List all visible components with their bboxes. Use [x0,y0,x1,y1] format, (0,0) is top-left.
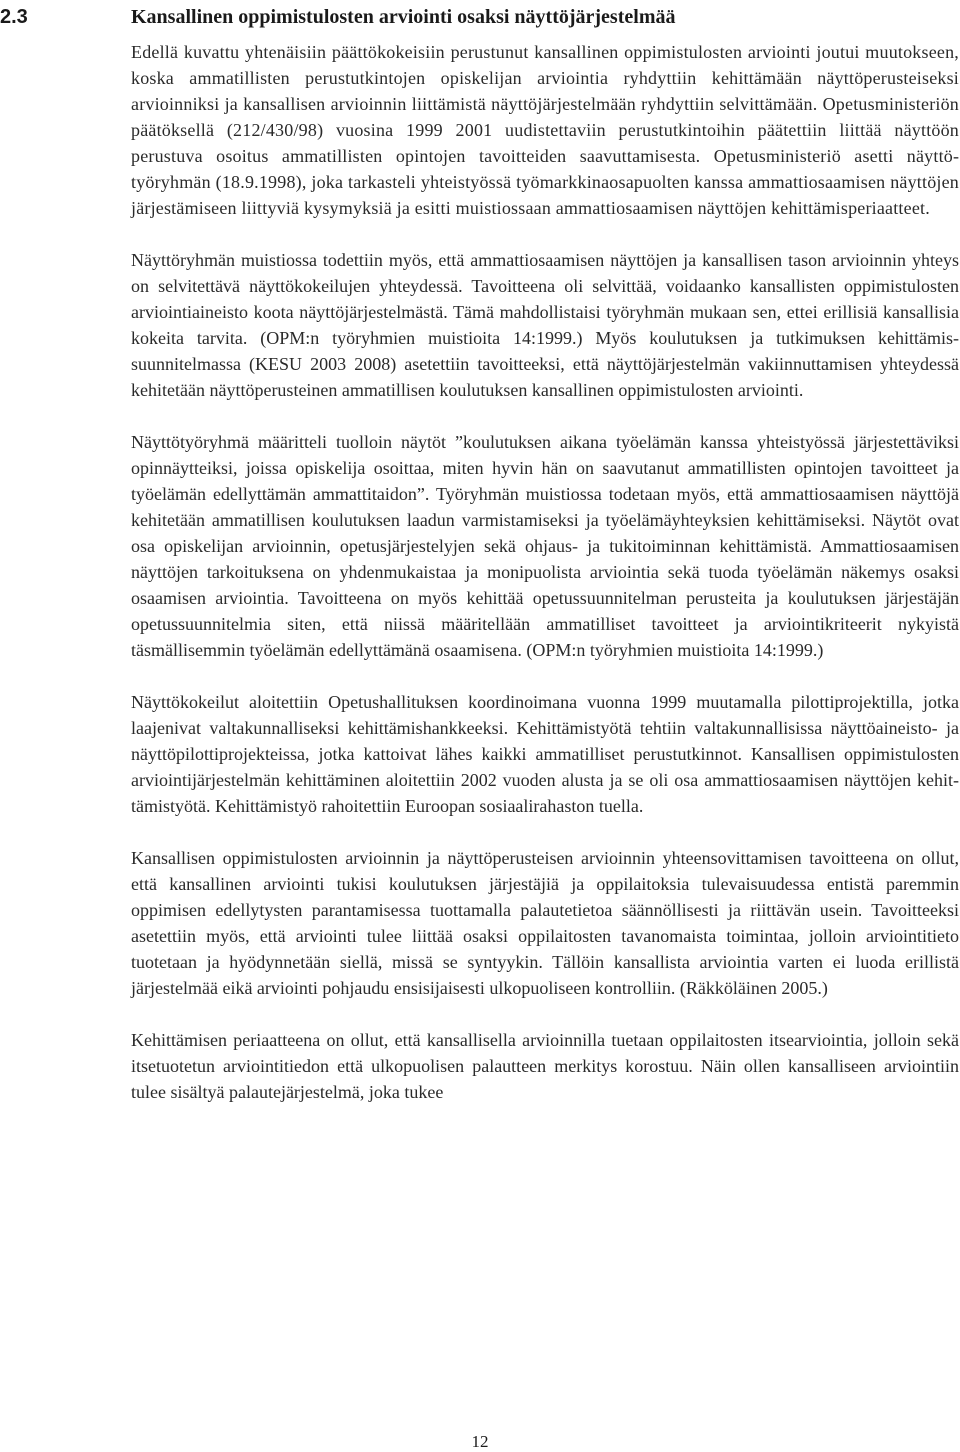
section-number: 2.3 [0,6,28,28]
page-number: 12 [471,1432,489,1451]
paragraph: Kehittämisen periaatteena on ollut, että kansallisella arvioinnilla tuetaan oppilaitosten itsearviointia, jolloin sekä itsetuotetun arviointitiedon että ulkopuolisen palautteen merkitys korostuu. Näin ollen kansalliseen arviointiin tulee sisältyä palautejärjestelmä, joka tukee [131,1030,959,1102]
paragraph: Näyttötyöryhmä määritteli tuolloin näytöt ”koulutuksen aikana työelämän kanssa yhteistyössä järjestettäviksi opinnäytteiksi, joissa opiskelija osoittaa, miten hyvin hän on saavutanut ammatillisten opintojen tavoitteet ja työelämän edellyttämän ammattitaidon”. Työryhmän muistiossa todetaan myös, että ammattiosaamisen näyttöjä kehitetään ammatillisen koulutuksen laadun varmistamiseksi ja työelämäyhteyksien kehittämiseksi. Näytöt ovat osa opiskelijan arvioinnin, opetusjärjestelyjen sekä ohjaus- ja tukitoiminnan kehittämistä. Ammattiosaamisen näyttöjen tarkoituksena on yhdenmukaistaa ja monipuolista arviointia sekä tuoda työelämän näkemys osaksi osaamisen arviointia. Tavoitteena on myös kehittää opetussuunnitelman perusteita ja koulutuksen järjestäjän opetussuunnitelmia siten, että niissä määritellään ammatilliset tavoitteet ja arviointikriteerit nykyistä täsmällisemmin työelämän edellyttämänä osaamisena. (OPM:n työryhmien muistioita 14:1999.) [131,432,959,660]
paragraph: Näyttökokeilut aloitettiin Opetushallituksen koordinoimana vuonna 1999 muutamalla pilottiprojektilla, jotka laajenivat valtakunnalliseksi kehittämishankkeeksi. Kehittämistyötä tehtiin valtakunnallisissa näyttöaineisto- ja näyttöpilottiprojekteissa, jotka kattoivat lähes kaikki ammatilliset perustutkinnot. Kansallisen oppimistulosten arviointijärjestelmän kehittäminen aloitettiin 2002 vuoden alusta ja se oli osa ammattiosaamisen näyttöjen kehittämistyötä. Kehittämistyö rahoitettiin Euroopan sosiaalirahaston tuella. [131,692,959,816]
section-heading [0,2,960,32]
paragraph: Edellä kuvattu yhtenäisiin päättökokeisiin perustunut kansallinen oppimistulosten arviointi joutui muutokseen, koska ammatillisten perustutkintojen opiskelijan arviointia ryhdyttiin kehittämään näyttöperusteiseksi arvioinniksi ja kansallisen arvioinnin liittämistä näyttöjärjestelmään ryhdyttiin selvittämään. Opetusministeriön päätöksellä (212/430/98) vuosina 1999 2001 uudistettaviin perustutkintoihin päätettiin liittää näyttöön perustuva osoitus ammatillisten opintojen tavoitteiden saavuttamisesta. Opetusministeriö asetti näyttötyöryhmän (18.9.1998), joka tarkasteli yhteistyössä työmarkkinaosapuolten kanssa ammattiosaamisen näyttöjen järjestämiseen liittyviä kysymyksiä ja esitti muistiossaan ammattiosaamisen näyttöjen kehittämisperiaatteet. [131,42,959,218]
section-title: Kansallinen oppimistulosten arviointi osaksi näyttöjärjestelmää [131,6,676,28]
paragraph: Kansallisen oppimistulosten arvioinnin ja näyttöperusteisen arvioinnin yhteensovittamisen tavoitteena on ollut, että kansallinen arviointi tukisi koulutuksen järjestäjiä ja oppilaitoksia tulevaisuudessa entistä paremmin oppimisen edellytysten parantamisessa tuottamalla palautetietoa säännöllisesti ja riittävän usein. Tavoitteeksi asetettiin myös, että arviointi tulee liittää osaksi oppilaitosten tavanomaista toimintaa, jolloin arviointitieto tuotetaan ja hyödynnetään siellä, missä se syntyykin. Tällöin kansallista arviointia varten ei luoda erillistä järjestelmää eikä arviointi pohjaudu ensisijaisesti ulkopuoliseen kontrolliin. (Räkköläinen 2005.) [131,848,959,998]
paragraph: Näyttöryhmän muistiossa todettiin myös, että ammattiosaamisen näyttöjen ja kansallisen tason arvioinnin yhteys on selvitettävä näyttökokeilujen yhteydessä. Tavoitteena oli selvittää, voidaanko kansallisten oppimistulosten arviointiaineisto koota näyttöjärjestelmästä. Tämä mahdollistaisi työryhmän mukaan sen, ettei erillisiä kansallisia kokeita tarvita. (OPM:n työryhmien muistioita 14:1999.) Myös koulutuksen ja tutkimuksen kehittämissuunnitelmassa (KESU 2003 2008) asetettiin tavoitteeksi, että näyttöjärjestelmän vakiinnuttamisen yhteydessä kehitetään näyttöperusteinen ammatillisen koulutuksen kansallinen oppimistulosten arviointi. [131,250,959,400]
body-text [131,39,959,1105]
